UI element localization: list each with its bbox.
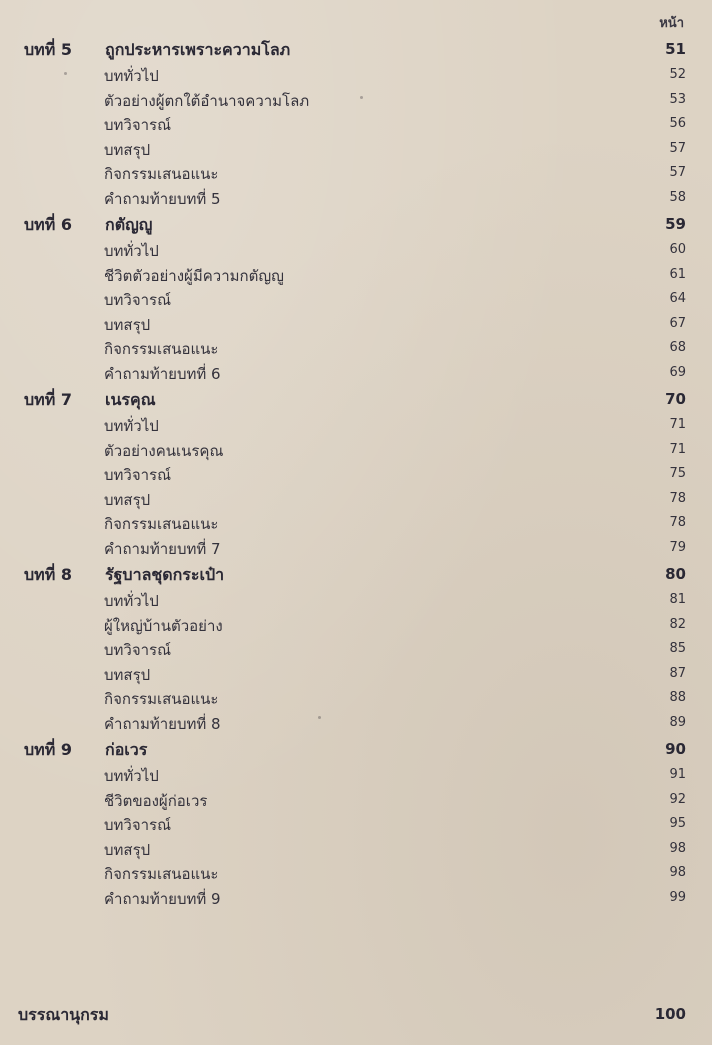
chapter-label: บทที่ 6 — [24, 215, 72, 234]
entry-page-number: 57 — [669, 165, 686, 180]
chapter-heading[interactable] — [0, 561, 712, 587]
entry-page-number: 98 — [669, 865, 686, 880]
chapter-page-number: 80 — [665, 565, 686, 583]
toc-entry[interactable] — [0, 535, 712, 560]
entry-page-number: 78 — [669, 515, 686, 530]
chapter-title: กตัญญู — [105, 215, 153, 234]
entry-title: บทวิจารณ์ — [104, 466, 172, 484]
entry-page-number: 64 — [669, 291, 686, 306]
entry-page-number: 58 — [669, 189, 686, 205]
toc-entry[interactable] — [0, 237, 712, 262]
entry-title: บทสรุป — [104, 140, 151, 159]
entry-title: คำถามท้ายบทที่ 5 — [104, 189, 221, 208]
entry-page-number: 69 — [669, 364, 686, 380]
entry-page-number: 95 — [669, 816, 686, 831]
entry-title: ตัวอย่างคนเนรคุณ — [104, 441, 224, 460]
entry-page-number: 71 — [669, 417, 686, 432]
entry-page-number: 79 — [669, 539, 686, 555]
entry-title: บททั่วไป — [104, 592, 159, 610]
toc-entry[interactable] — [0, 286, 712, 311]
entry-page-number: 98 — [669, 840, 686, 856]
entry-page-number: 60 — [669, 242, 686, 257]
toc-entry[interactable] — [0, 486, 712, 511]
chapter-heading[interactable] — [0, 36, 712, 62]
entry-title: บทสรุป — [104, 665, 151, 684]
chapter-title: รัฐบาลชุดกระเป๋า — [105, 565, 225, 584]
toc-entry[interactable] — [0, 710, 712, 735]
chapter-heading[interactable] — [0, 386, 712, 412]
toc-entry[interactable] — [0, 136, 712, 161]
toc-entry[interactable] — [0, 335, 712, 360]
toc-entry[interactable] — [0, 461, 712, 486]
entry-page-number: 85 — [669, 641, 686, 656]
entry-title: กิจกรรมเสนอแนะ — [104, 865, 219, 883]
chapter-8 — [0, 561, 712, 734]
entry-title: กิจกรรมเสนอแนะ — [104, 340, 219, 358]
entry-title: บทวิจารณ์ — [104, 116, 172, 134]
chapter-label: บทที่ 9 — [24, 740, 72, 759]
entry-title: คำถามท้ายบทที่ 9 — [104, 889, 221, 908]
toc-entry[interactable] — [0, 811, 712, 836]
toc-entry[interactable] — [0, 87, 712, 112]
toc-entry[interactable] — [0, 860, 712, 885]
entry-title: คำถามท้ายบทที่ 8 — [104, 714, 221, 733]
entry-title: คำถามท้ายบทที่ 6 — [104, 364, 221, 383]
entry-page-number: 67 — [669, 315, 686, 331]
toc-entry[interactable] — [0, 612, 712, 637]
page-column-label: หน้า — [659, 16, 684, 31]
entry-title: บททั่วไป — [104, 767, 159, 785]
entry-page-number: 91 — [669, 767, 686, 782]
entry-title: บททั่วไป — [104, 417, 159, 435]
entry-title: บทสรุป — [104, 840, 151, 859]
table-of-contents — [0, 36, 712, 911]
entry-page-number: 75 — [669, 466, 686, 481]
entry-title: บทวิจารณ์ — [104, 816, 172, 834]
entry-page-number: 99 — [669, 889, 686, 905]
entry-title: บทสรุป — [104, 490, 151, 509]
entry-title: คำถามท้ายบทที่ 7 — [104, 539, 221, 558]
entry-title: กิจกรรมเสนอแนะ — [104, 515, 219, 533]
entry-title: ชีวิตตัวอย่างผู้มีความกตัญญู — [104, 266, 284, 285]
bibliography-title[interactable]: บรรณานุกรม — [18, 1005, 109, 1024]
chapter-label: บทที่ 7 — [24, 390, 72, 409]
chapter-7 — [0, 386, 712, 559]
entry-title: ตัวอย่างผู้ตกใต้อำนาจความโลภ — [104, 91, 310, 110]
entry-page-number: 52 — [669, 67, 686, 82]
toc-entry[interactable] — [0, 661, 712, 686]
toc-entry[interactable] — [0, 636, 712, 661]
bibliography-page-number: 100 — [654, 1005, 686, 1023]
chapter-title: ก่อเวร — [105, 740, 148, 759]
entry-page-number: 88 — [669, 690, 686, 705]
entry-page-number: 61 — [669, 266, 686, 282]
entry-title: บทวิจารณ์ — [104, 641, 172, 659]
entry-title: บทวิจารณ์ — [104, 291, 172, 309]
entry-page-number: 92 — [669, 791, 686, 807]
chapter-9 — [0, 736, 712, 909]
entry-page-number: 57 — [669, 140, 686, 156]
toc-entry[interactable] — [0, 836, 712, 861]
entry-title: ผู้ใหญ่บ้านตัวอย่าง — [104, 616, 223, 635]
entry-title: กิจกรรมเสนอแนะ — [104, 690, 219, 708]
entry-title: บทสรุป — [104, 315, 151, 334]
toc-entry[interactable] — [0, 510, 712, 535]
entry-page-number: 89 — [669, 714, 686, 730]
toc-entry[interactable] — [0, 885, 712, 910]
toc-entry[interactable] — [0, 412, 712, 437]
toc-entry[interactable] — [0, 587, 712, 612]
entry-title: ชีวิตของผู้ก่อเวร — [104, 791, 208, 810]
chapter-title: เนรคุณ — [105, 390, 156, 409]
entry-title: กิจกรรมเสนอแนะ — [104, 165, 219, 183]
chapter-label: บทที่ 8 — [24, 565, 72, 584]
entry-title: บททั่วไป — [104, 67, 159, 85]
chapter-heading[interactable] — [0, 736, 712, 762]
toc-entry[interactable] — [0, 311, 712, 336]
chapter-6 — [0, 211, 712, 384]
entry-page-number: 71 — [669, 441, 686, 457]
chapter-page-number: 90 — [665, 740, 686, 758]
toc-entry[interactable] — [0, 360, 712, 385]
entry-page-number: 56 — [669, 116, 686, 131]
entry-page-number: 82 — [669, 616, 686, 632]
entry-page-number: 87 — [669, 665, 686, 681]
entry-page-number: 53 — [669, 91, 686, 107]
chapter-title: ถูกประหารเพราะความโลภ — [105, 40, 291, 59]
chapter-label: บทที่ 5 — [24, 40, 72, 59]
toc-entry[interactable] — [0, 160, 712, 185]
toc-entry[interactable] — [0, 62, 712, 87]
toc-entry[interactable] — [0, 111, 712, 136]
toc-entry[interactable] — [0, 685, 712, 710]
chapter-heading[interactable] — [0, 211, 712, 237]
entry-page-number: 81 — [669, 592, 686, 607]
toc-entry[interactable] — [0, 437, 712, 462]
chapter-page-number: 70 — [665, 390, 686, 408]
chapter-page-number: 59 — [665, 215, 686, 233]
chapter-page-number: 51 — [665, 40, 686, 58]
toc-entry[interactable] — [0, 787, 712, 812]
toc-entry[interactable] — [0, 762, 712, 787]
toc-entry[interactable] — [0, 185, 712, 210]
entry-title: บททั่วไป — [104, 242, 159, 260]
entry-page-number: 78 — [669, 490, 686, 506]
toc-entry[interactable] — [0, 262, 712, 287]
entry-page-number: 68 — [669, 340, 686, 355]
chapter-5 — [0, 36, 712, 209]
